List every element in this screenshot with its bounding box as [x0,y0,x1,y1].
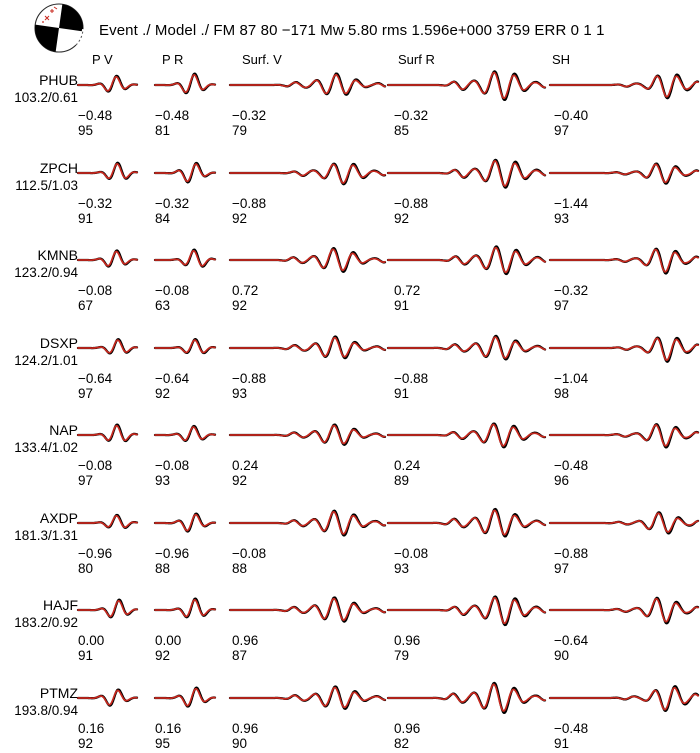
synthetic-waveform [78,690,137,704]
fit-percent-value: 88 [155,560,171,576]
fit-percent-value: 88 [232,560,248,576]
synthetic-waveform [388,337,545,358]
synthetic-waveform [78,601,137,617]
time-shift-value: 0.24 [232,458,259,473]
fit-percent-value: 90 [554,648,570,663]
time-shift-value: −0.48 [78,108,113,123]
fit-percent-value: 82 [394,735,410,751]
fit-percent-value: 95 [78,123,94,138]
fit-percent-value: 92 [232,298,248,313]
time-shift-value: −0.08 [394,545,429,561]
fit-percent-value: 93 [232,385,248,401]
time-shift-value: −0.08 [78,283,113,298]
time-shift-value: −0.88 [394,370,429,386]
fit-percent-value: 84 [155,210,171,226]
fit-percent-value: 67 [78,298,94,313]
time-shift-value: −0.48 [155,108,190,123]
fit-percent-value: 96 [554,473,570,488]
column-header-p-v: P V [92,52,113,67]
column-header-p-r: P R [162,52,184,67]
time-shift-value: −0.64 [155,370,190,386]
station-distance-weight: 133.4/1.02 [14,440,78,455]
fit-percent-value: 97 [554,298,570,313]
synthetic-waveform [230,337,385,356]
fit-percent-value: 93 [155,473,171,488]
time-shift-value: −0.64 [554,633,589,648]
fit-percent-value: 92 [155,648,171,663]
station-name: HAJF [43,597,78,613]
fit-percent-value: 80 [78,560,94,576]
observed-waveform [155,74,215,93]
time-shift-value: −0.32 [554,283,589,298]
fit-percent-value: 91 [78,210,94,226]
fit-percent-value: 85 [394,123,410,138]
station-name: AXDP [39,509,78,526]
fit-percent-value: 92 [232,473,248,488]
fit-percent-value: 89 [394,473,410,488]
fit-percent-value: 90 [232,735,248,751]
fit-percent-value: 92 [155,385,171,401]
station-name: ZPCH [39,159,78,176]
fit-percent-value: 93 [554,210,570,226]
fit-percent-value: 97 [554,123,570,138]
synthetic-waveform [550,76,698,97]
fit-percent-value: 91 [554,735,570,751]
time-shift-value: −0.08 [155,283,190,298]
time-shift-value: −0.64 [78,370,113,386]
synthetic-waveform [550,250,698,272]
observed-waveform [78,251,137,267]
synthetic-waveform [230,426,385,444]
time-shift-value: −0.08 [155,458,190,473]
synthetic-waveform [550,687,698,709]
fit-percent-value: 91 [394,385,410,401]
time-shift-value: −0.88 [394,195,429,211]
synthetic-waveform [388,161,545,186]
time-shift-value: −1.44 [554,195,589,211]
synthetic-waveform [78,515,137,526]
fit-percent-value: 93 [394,560,410,576]
fit-percent-value: 91 [78,648,94,663]
time-shift-value: −0.32 [394,108,429,123]
fit-percent-value: 79 [394,648,410,663]
station-distance-weight: 183.2/0.92 [14,615,78,630]
time-shift-value: −0.96 [155,545,190,561]
time-shift-value: −0.32 [155,195,190,211]
time-shift-value: 0.96 [232,633,259,648]
time-shift-value: 0.24 [394,458,421,473]
station-distance-weight: 181.3/1.31 [14,527,78,543]
fit-percent-value: 97 [554,560,570,576]
synthetic-waveform [230,249,385,270]
time-shift-value: −0.88 [554,545,589,561]
time-shift-value: −0.48 [554,720,589,736]
station-distance-weight: 123.2/0.94 [14,265,78,280]
station-name: KMNB [37,247,78,263]
synthetic-waveform [230,164,385,183]
synthetic-waveform [155,600,215,617]
station-distance-weight: 124.2/1.01 [14,352,78,368]
synthetic-waveform [78,340,137,353]
time-shift-value: −0.32 [232,108,267,123]
fit-percent-value: 95 [155,735,171,751]
fit-percent-value: 92 [394,210,410,226]
time-shift-value: 0.72 [232,283,259,298]
fit-percent-value: 91 [394,298,410,313]
time-shift-value: 0.96 [394,633,421,648]
time-shift-value: 0.00 [78,633,105,648]
synthetic-waveform [155,251,215,266]
observed-waveform [155,426,215,441]
focal-mechanism-icon [33,2,85,54]
station-distance-weight: 112.5/1.03 [15,177,78,193]
station-distance-weight: 193.8/0.94 [14,702,78,718]
time-shift-value: −0.40 [554,108,589,123]
time-shift-value: −0.32 [78,195,113,211]
fit-percent-value: 87 [232,648,248,663]
synthetic-waveform [550,338,698,360]
time-shift-value: −0.88 [232,195,267,211]
synthetic-waveform [388,425,545,446]
observed-waveform [78,76,137,92]
synthetic-waveform [155,688,215,705]
fit-percent-value: 81 [155,123,171,138]
time-shift-value: 0.96 [232,720,259,736]
fit-percent-value: 92 [232,210,248,226]
time-shift-value: −0.08 [232,545,267,561]
station-name: PHUB [39,72,78,88]
fit-percent-value: 98 [554,385,570,401]
fit-percent-value: 79 [232,123,248,138]
time-shift-value: 0.72 [394,283,421,298]
time-shift-value: 0.16 [155,720,182,736]
fit-percent-value: 63 [155,298,171,313]
time-shift-value: −1.04 [554,370,589,386]
station-distance-weight: 103.2/0.61 [14,90,78,105]
column-header-sh: SH [552,52,571,67]
time-shift-value: 0.96 [394,720,421,736]
time-shift-value: −0.48 [554,458,589,473]
synthetic-waveform [388,248,545,273]
synthetic-waveform [230,511,385,533]
synthetic-waveform [230,599,385,620]
fit-percent-value: 92 [78,735,94,751]
time-shift-value: −0.88 [232,370,267,386]
time-shift-value: 0.16 [78,720,105,736]
column-header-surf-v: Surf. V [242,52,282,67]
time-shift-value: −0.96 [78,545,113,561]
synthetic-waveform [155,164,215,181]
synthetic-waveform [155,514,215,530]
column-header-surf-r: Surf R [398,52,435,67]
fit-percent-value: 97 [78,385,94,401]
time-shift-value: −0.08 [78,458,113,473]
time-shift-value: 0.00 [155,633,182,648]
station-name: NAP [49,422,78,438]
fit-percent-value: 97 [78,473,94,488]
station-name: PTMZ [39,684,78,701]
station-name: DSXP [39,334,78,351]
synthetic-waveform [78,426,137,441]
synthetic-waveform [388,684,545,711]
figure-title: Event ./ Model ./ FM 87 80 −171 Mw 5.80 rms 1.596e+000 3759 ERR 0 1 1 [99,22,605,39]
